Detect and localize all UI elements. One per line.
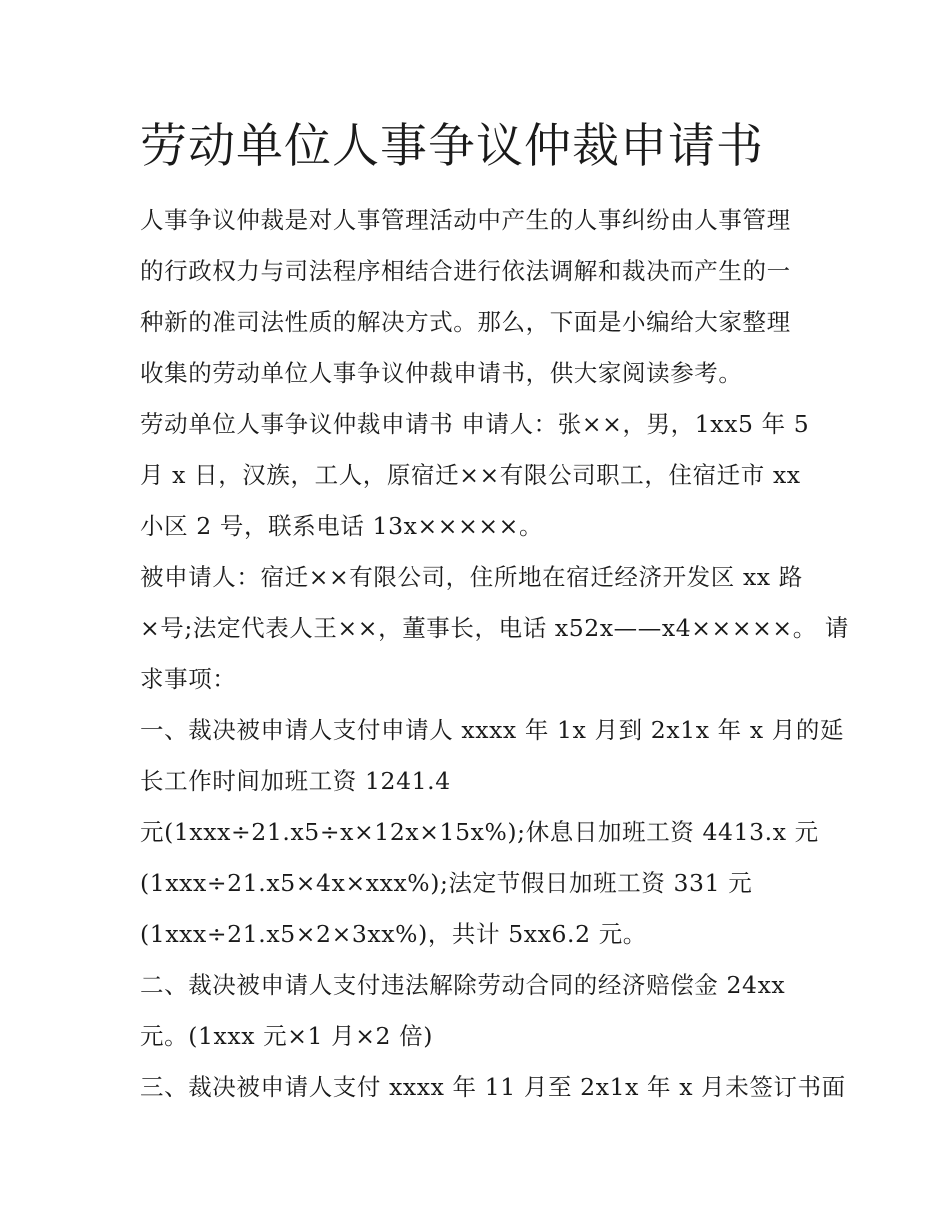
body-line: 人事争议仲裁是对人事管理活动中产生的人事纠纷由人事管理 xyxy=(140,206,791,234)
body-line: ×号;法定代表人王××，董事长，电话 x52x——x4×××××。 请 xyxy=(140,614,849,642)
body-line: 元(1xxx÷21.x5÷x×12x×15x%);休息日加班工资 4413.x 元 xyxy=(140,818,819,846)
body-line: 求事项： xyxy=(140,665,237,693)
body-line: (1xxx÷21.x5×4x×xxx%);法定节假日加班工资 331 元 xyxy=(140,869,753,897)
body-line: 小区 2 号，联系电话 13x×××××。 xyxy=(140,512,544,540)
body-line: 二、裁决被申请人支付违法解除劳动合同的经济赔偿金 24xx xyxy=(140,971,786,999)
body-line: 的行政权力与司法程序相结合进行依法调解和裁决而产生的一 xyxy=(140,257,791,285)
body-line: 劳动单位人事争议仲裁申请书 申请人：张××，男，1xx5 年 5 xyxy=(140,410,810,438)
body-line: (1xxx÷21.x5×2×3xx%)，共计 5xx6.2 元。 xyxy=(140,920,647,948)
body-line: 月 x 日，汉族，工人，原宿迁××有限公司职工，住宿迁市 xx xyxy=(140,461,801,489)
body-line: 种新的准司法性质的解决方式。那么，下面是小编给大家整理 xyxy=(140,308,791,336)
body-line: 收集的劳动单位人事争议仲裁申请书，供大家阅读参考。 xyxy=(140,359,743,387)
body-line: 长工作时间加班工资 1241.4 xyxy=(140,767,451,795)
body-line: 三、裁决被申请人支付 xxxx 年 11 月至 2x1x 年 x 月未签订书面 xyxy=(140,1073,846,1101)
body-line: 一、裁决被申请人支付申请人 xxxx 年 1x 月到 2x1x 年 x 月的延 xyxy=(140,716,845,744)
body-line: 被申请人：宿迁××有限公司，住所地在宿迁经济开发区 xx 路 xyxy=(140,563,803,591)
body-line: 元。(1xxx 元×1 月×2 倍) xyxy=(140,1022,434,1050)
document-body xyxy=(140,195,849,1113)
document-title: 劳动单位人事争议仲裁申请书 xyxy=(140,119,764,174)
